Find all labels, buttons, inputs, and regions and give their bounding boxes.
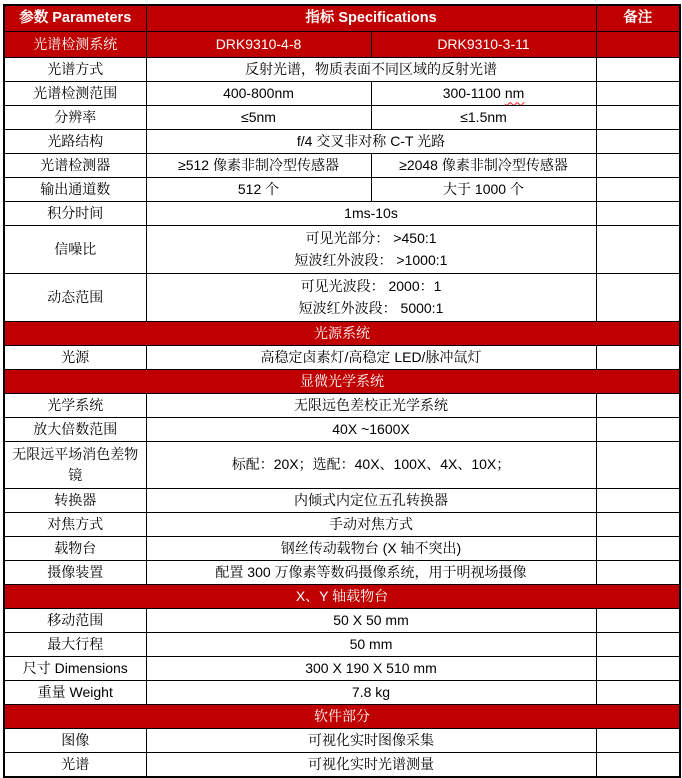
spec-value: 手动对焦方式	[146, 512, 596, 536]
table-header-row	[4, 5, 680, 32]
spec-value: 高稳定卤素灯/高稳定 LED/脉冲氙灯	[146, 345, 596, 369]
row-label: 光谱检测系统	[4, 32, 146, 58]
table-row	[4, 536, 680, 560]
table-row	[4, 202, 680, 226]
spec-value-left: 400-800nm	[146, 82, 371, 106]
spec-value: 1ms-10s	[146, 202, 596, 226]
row-label: 输出通道数	[4, 178, 146, 202]
table-row	[4, 226, 680, 274]
spec-value: 50 mm	[146, 632, 596, 656]
notes-cell	[596, 226, 680, 274]
spec-value-line: 可见光波段： 2000：1	[300, 277, 442, 294]
notes-cell	[596, 608, 680, 632]
notes-cell	[596, 728, 680, 752]
table-row	[4, 417, 680, 441]
row-label: 对焦方式	[4, 512, 146, 536]
table-row	[4, 82, 680, 106]
spec-value: 配置 300 万像素等数码摄像系统，用于明视场摄像	[146, 560, 596, 584]
notes-cell	[596, 536, 680, 560]
table-row	[4, 32, 680, 58]
spec-value: 无限远色差校正光学系统	[146, 393, 596, 417]
table-row	[4, 130, 680, 154]
notes-cell	[596, 393, 680, 417]
row-label: 移动范围	[4, 608, 146, 632]
spellcheck-underlined-text: nm	[504, 85, 525, 102]
notes-cell	[596, 656, 680, 680]
row-label: 光谱方式	[4, 58, 146, 82]
table-row	[4, 512, 680, 536]
row-label: 转换器	[4, 488, 146, 512]
section-header-row	[4, 584, 680, 608]
spec-value-line: 短波红外波段： >1000:1	[294, 252, 448, 269]
notes-cell	[596, 752, 680, 777]
table-row	[4, 106, 680, 130]
row-label: 光谱	[4, 752, 146, 777]
spec-value-right	[371, 82, 596, 106]
spec-value: 可视化实时图像采集	[146, 728, 596, 752]
table-row	[4, 441, 680, 488]
header-notes: 备注	[596, 5, 680, 32]
spec-value: 300 X 190 X 510 mm	[146, 656, 596, 680]
spec-table-body	[4, 32, 680, 777]
notes-cell	[596, 273, 680, 321]
row-label: 放大倍数范围	[4, 417, 146, 441]
notes-cell	[596, 488, 680, 512]
spec-value: 反射光谱，物质表面不同区域的反射光谱	[146, 58, 596, 82]
section-title: X、Y 轴载物台	[4, 584, 680, 608]
spec-value-right: DRK9310-3-11	[371, 32, 596, 58]
row-label: 光谱检测范围	[4, 82, 146, 106]
spec-value-left: 512 个	[146, 178, 371, 202]
row-label: 重量 Weight	[4, 680, 146, 704]
notes-cell	[596, 82, 680, 106]
spec-value: 钢丝传动载物台 (X 轴不突出)	[146, 536, 596, 560]
spec-value: f/4 交叉非对称 C-T 光路	[146, 130, 596, 154]
table-row	[4, 752, 680, 777]
table-row	[4, 560, 680, 584]
row-label: 光谱检测器	[4, 154, 146, 178]
notes-cell	[596, 345, 680, 369]
row-label: 摄像装置	[4, 560, 146, 584]
row-label: 光学系统	[4, 393, 146, 417]
specifications-table	[3, 4, 681, 778]
section-title: 软件部分	[4, 704, 680, 728]
table-row	[4, 154, 680, 178]
row-label: 信噪比	[4, 226, 146, 274]
row-label: 光路结构	[4, 130, 146, 154]
notes-cell	[596, 560, 680, 584]
spec-value-left: ≤5nm	[146, 106, 371, 130]
spec-value: 50 X 50 mm	[146, 608, 596, 632]
notes-cell	[596, 632, 680, 656]
section-header-row	[4, 321, 680, 345]
spec-value-left: DRK9310-4-8	[146, 32, 371, 58]
notes-cell	[596, 130, 680, 154]
notes-cell	[596, 178, 680, 202]
notes-cell	[596, 202, 680, 226]
table-row	[4, 273, 680, 321]
row-label: 分辨率	[4, 106, 146, 130]
section-title: 显微光学系统	[4, 369, 680, 393]
spec-value-line: 可见光部分： >450:1	[305, 230, 437, 246]
spec-value: 40X ~1600X	[146, 417, 596, 441]
notes-cell	[596, 58, 680, 82]
spec-value-right: 大于 1000 个	[371, 178, 596, 202]
spec-value: 可视化实时光谱测量	[146, 752, 596, 777]
spec-value-left: ≥512 像素非制冷型传感器	[146, 154, 371, 178]
table-row	[4, 632, 680, 656]
table-row	[4, 728, 680, 752]
row-label: 光源	[4, 345, 146, 369]
table-row	[4, 58, 680, 82]
row-label: 载物台	[4, 536, 146, 560]
section-title: 光源系统	[4, 321, 680, 345]
spec-value: 标配：20X；选配：40X、100X、4X、10X；	[146, 441, 596, 488]
spec-value-right: ≤1.5nm	[371, 106, 596, 130]
spec-value: 7.8 kg	[146, 680, 596, 704]
header-specifications: 指标 Specifications	[146, 5, 596, 32]
notes-cell	[596, 512, 680, 536]
row-label: 图像	[4, 728, 146, 752]
spec-value-right: ≥2048 像素非制冷型传感器	[371, 154, 596, 178]
notes-cell	[596, 106, 680, 130]
spec-value-line: 短波红外波段： 5000:1	[298, 300, 444, 317]
table-row	[4, 393, 680, 417]
row-label: 动态范围	[4, 273, 146, 321]
table-row	[4, 656, 680, 680]
spec-value-text: 300-1100	[442, 85, 501, 102]
row-label: 积分时间	[4, 202, 146, 226]
notes-cell	[596, 417, 680, 441]
notes-cell	[596, 32, 680, 58]
spec-value: 内倾式内定位五孔转换器	[146, 488, 596, 512]
table-row	[4, 680, 680, 704]
table-row	[4, 608, 680, 632]
section-header-row	[4, 369, 680, 393]
table-row	[4, 178, 680, 202]
notes-cell	[596, 441, 680, 488]
notes-cell	[596, 680, 680, 704]
table-row	[4, 488, 680, 512]
section-header-row	[4, 704, 680, 728]
notes-cell	[596, 154, 680, 178]
header-parameters: 参数 Parameters	[4, 5, 146, 32]
spec-value	[146, 273, 596, 321]
row-label: 最大行程	[4, 632, 146, 656]
spec-value	[146, 226, 596, 274]
row-label: 尺寸 Dimensions	[4, 656, 146, 680]
table-row	[4, 345, 680, 369]
row-label: 无限远平场消色差物镜	[4, 441, 146, 488]
